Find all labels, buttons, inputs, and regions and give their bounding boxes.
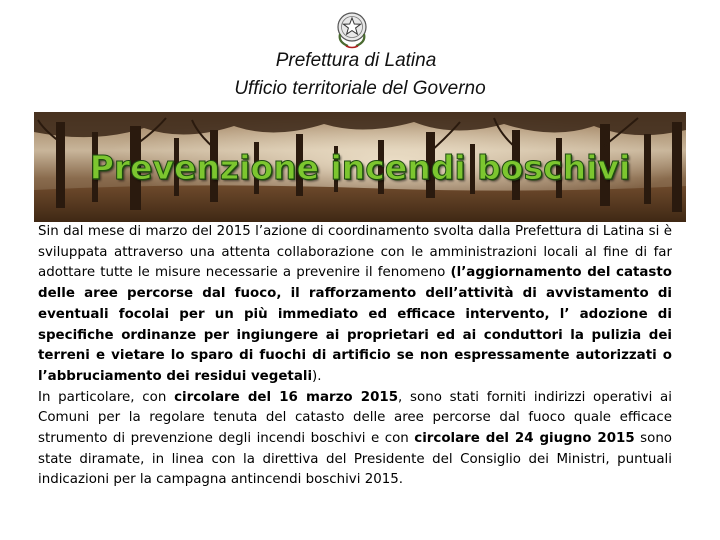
- paragraph-coordination: Sin dal mese di marzo del 2015 l’azione di coordinamento svolta dalla Prefettura di Latina si è sviluppata attraverso una attenta collaborazione con le amministrazioni locali al fine di far adottare tutte le misure necessarie a prevenire il fenomeno (l’aggiornamento del catasto delle aree percorse dal fuoco, il rafforzamento dell’attività di avvistamento di eventuali focolai per un più immediato ed efficace intervento, l’ adozione di specifiche ordinanze per ingiungere ai proprietari ed ai conduttori la pulizia dei terreni e vietare lo sparo di fuochi di artificio se non espressamente autorizzati o l’abbruciamento dei residui vegetali).: [38, 224, 672, 384]
- body-text: [38, 222, 672, 491]
- banner-title: Prevenzione incendi boschivi: [89, 148, 631, 187]
- header-prefecture: Prefettura di Latina: [275, 50, 437, 71]
- emblem-icon: [334, 10, 370, 50]
- header-office: Ufficio territoriale del Governo: [234, 78, 486, 99]
- paragraph-circulars: In particolare, con circolare del 16 marzo 2015, sono stati forniti indirizzi operativi ai Comuni per la regolare tenuta del catasto delle aree percorse dal fuoco quale efficace strumento di prevenzione degli incendi boschivi e con circolare del 24 giugno 2015 sono state diramate, in linea con la direttiva del Presidente del Consiglio dei Ministri, puntuali indicazioni per la campagna antincendi boschivi 2015.: [38, 389, 673, 488]
- forest-banner: [34, 112, 686, 222]
